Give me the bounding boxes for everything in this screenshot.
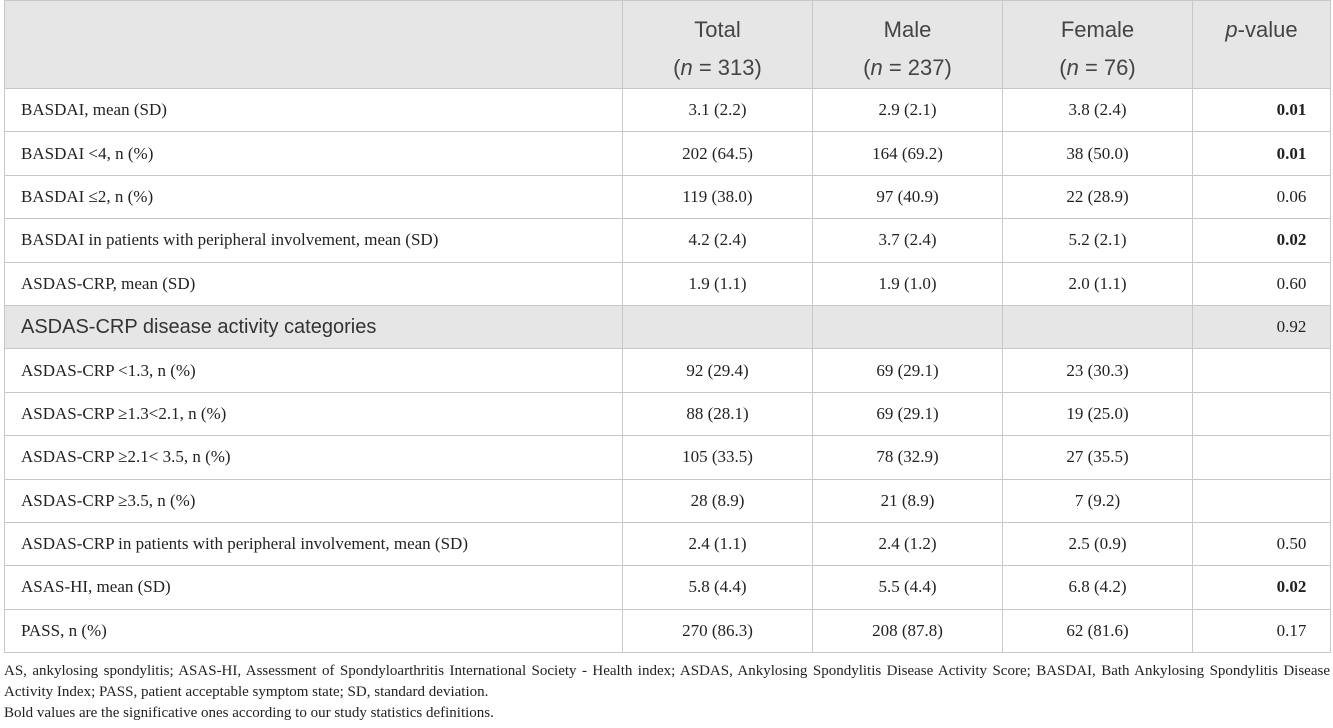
cell-total: 270 (86.3) [623, 609, 813, 652]
footnote-bold-note: Bold values are the significative ones according to our study statistics definitions. [4, 705, 494, 722]
table-row [5, 219, 1331, 262]
cell-female: 2.0 (1.1) [1003, 262, 1193, 305]
row-label: BASDAI ≤2, n (%) [5, 175, 623, 218]
header-pvalue [1193, 1, 1331, 89]
row-label: BASDAI <4, n (%) [5, 132, 623, 175]
cell-total: 3.1 (2.2) [623, 89, 813, 132]
cell-male: 2.9 (2.1) [813, 89, 1003, 132]
cell-female [1003, 305, 1193, 348]
cell-pvalue: 0.02 [1193, 566, 1331, 609]
header-total [623, 1, 813, 89]
cell-pvalue: 0.92 [1193, 305, 1331, 348]
table-row [5, 132, 1331, 175]
cell-female: 62 (81.6) [1003, 609, 1193, 652]
cell-male: 1.9 (1.0) [813, 262, 1003, 305]
cell-total: 119 (38.0) [623, 175, 813, 218]
row-label: BASDAI in patients with peripheral involvement, mean (SD) [5, 219, 623, 262]
cell-total: 1.9 (1.1) [623, 262, 813, 305]
row-label: PASS, n (%) [5, 609, 623, 652]
cell-male: 208 (87.8) [813, 609, 1003, 652]
cell-total: 28 (8.9) [623, 479, 813, 522]
cell-female: 6.8 (4.2) [1003, 566, 1193, 609]
cell-total [623, 305, 813, 348]
header-male [813, 1, 1003, 89]
header-total-n: (n = 313) [673, 55, 762, 80]
cell-male: 5.5 (4.4) [813, 566, 1003, 609]
row-label: ASDAS-CRP, mean (SD) [5, 262, 623, 305]
table-row [5, 609, 1331, 652]
row-label: ASDAS-CRP ≥1.3<2.1, n (%) [5, 392, 623, 435]
header-female-n: (n = 76) [1059, 55, 1136, 80]
header-total-label: Total [694, 17, 741, 42]
row-label: BASDAI, mean (SD) [5, 89, 623, 132]
cell-total: 4.2 (2.4) [623, 219, 813, 262]
cell-total: 92 (29.4) [623, 349, 813, 392]
cell-female: 22 (28.9) [1003, 175, 1193, 218]
table-row [5, 436, 1331, 479]
header-female [1003, 1, 1193, 89]
table-row [5, 89, 1331, 132]
cell-pvalue: 0.02 [1193, 219, 1331, 262]
cell-total: 2.4 (1.1) [623, 522, 813, 565]
row-label: ASDAS-CRP in patients with peripheral involvement, mean (SD) [5, 522, 623, 565]
table-row [5, 392, 1331, 435]
cell-male: 97 (40.9) [813, 175, 1003, 218]
cell-male: 78 (32.9) [813, 436, 1003, 479]
cell-pvalue [1193, 392, 1331, 435]
cell-pvalue [1193, 436, 1331, 479]
cell-female: 5.2 (2.1) [1003, 219, 1193, 262]
table-row [5, 566, 1331, 609]
cell-female: 38 (50.0) [1003, 132, 1193, 175]
footnote-abbreviations: AS, ankylosing spondylitis; ASAS-HI, Assessment of Spondyloarthritis International Society - Health index; ASDAS, Ankylosing Spondylitis Disease Activity Score; BASDAI, Bath Ankylosing Spondylitis Disease Activity Index; PASS, patient acceptable symptom state; SD, standard deviation. [4, 663, 1330, 701]
row-label: ASDAS-CRP disease activity categories [5, 305, 623, 348]
cell-total: 88 (28.1) [623, 392, 813, 435]
cell-male: 69 (29.1) [813, 349, 1003, 392]
table-section-row [5, 305, 1331, 348]
table-row [5, 262, 1331, 305]
table-row [5, 349, 1331, 392]
table-footnotes [4, 661, 1330, 724]
header-male-n: (n = 237) [863, 55, 952, 80]
cell-male: 69 (29.1) [813, 392, 1003, 435]
row-label: ASDAS-CRP ≥2.1< 3.5, n (%) [5, 436, 623, 479]
header-empty-cell [5, 1, 623, 89]
cell-total: 202 (64.5) [623, 132, 813, 175]
cell-female: 7 (9.2) [1003, 479, 1193, 522]
results-table-container [4, 0, 1330, 724]
cell-female: 19 (25.0) [1003, 392, 1193, 435]
row-label: ASDAS-CRP ≥3.5, n (%) [5, 479, 623, 522]
table-header-row [5, 1, 1331, 89]
header-pvalue-label: p-value [1225, 17, 1298, 42]
cell-male: 21 (8.9) [813, 479, 1003, 522]
cell-pvalue: 0.01 [1193, 89, 1331, 132]
cell-total: 5.8 (4.4) [623, 566, 813, 609]
cell-pvalue [1193, 479, 1331, 522]
results-table [4, 0, 1331, 653]
cell-male: 2.4 (1.2) [813, 522, 1003, 565]
cell-pvalue: 0.50 [1193, 522, 1331, 565]
cell-pvalue: 0.60 [1193, 262, 1331, 305]
header-male-label: Male [883, 17, 932, 42]
table-body [5, 89, 1331, 653]
row-label: ASAS-HI, mean (SD) [5, 566, 623, 609]
table-row [5, 175, 1331, 218]
cell-pvalue: 0.17 [1193, 609, 1331, 652]
cell-pvalue: 0.06 [1193, 175, 1331, 218]
header-female-label: Female [1060, 17, 1135, 42]
cell-female: 27 (35.5) [1003, 436, 1193, 479]
row-label: ASDAS-CRP <1.3, n (%) [5, 349, 623, 392]
cell-female: 3.8 (2.4) [1003, 89, 1193, 132]
cell-female: 2.5 (0.9) [1003, 522, 1193, 565]
cell-male: 3.7 (2.4) [813, 219, 1003, 262]
cell-male [813, 305, 1003, 348]
cell-pvalue: 0.01 [1193, 132, 1331, 175]
cell-female: 23 (30.3) [1003, 349, 1193, 392]
table-row [5, 522, 1331, 565]
cell-pvalue [1193, 349, 1331, 392]
cell-male: 164 (69.2) [813, 132, 1003, 175]
table-row [5, 479, 1331, 522]
cell-total: 105 (33.5) [623, 436, 813, 479]
